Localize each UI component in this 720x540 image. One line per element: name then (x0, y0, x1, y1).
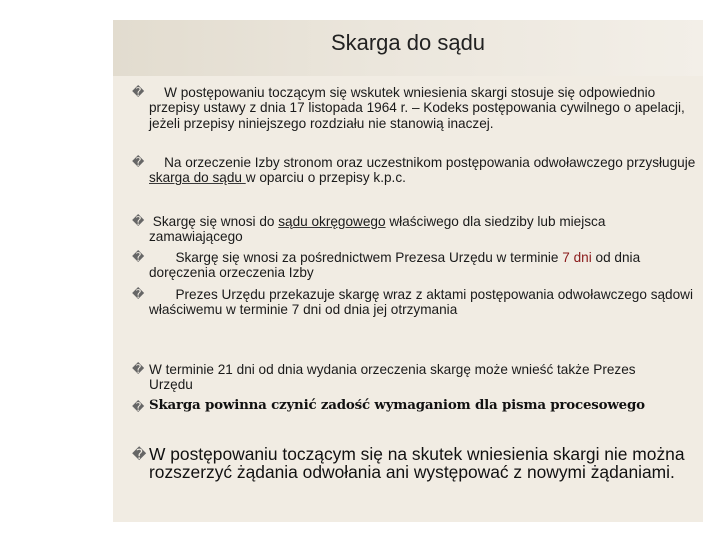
sad-okregowy-link[interactable]: sądu okręgowego (278, 214, 386, 229)
item-5-text: Prezes Urzędu przekazuje skargę wraz z aktami postępowania odwoławczego sądowi właściwemu w terminie 7 dni od dnia jej otrzymania (149, 287, 697, 318)
bullet-icon: � (132, 155, 145, 169)
item-1-text-a: W postępowaniu toczącym się wskutek wniesienia skargi stosuje się (149, 85, 579, 100)
bullet-icon: � (132, 362, 145, 376)
slide-title: Skarga do sądu (330, 30, 486, 55)
item-2-text-a: Na orzeczenie Izby stronom oraz uczestnikom postępowania odwoławczego przysługuje (149, 155, 700, 170)
item-2-text-b: w oparciu o przepisy k.p.c. (245, 170, 406, 186)
item-1-text-b: odpowiednio przepisy ustawy z dnia 17 listopada 1964 r. – Kodeks postępowania cywilnego o apelacji, jeżeli przepisy niniejszego rozdziału nie stanowią inaczej. (149, 85, 685, 131)
bullet-icon: � (132, 287, 145, 301)
list-item-8 (149, 445, 689, 481)
skarga-do-sadu-link[interactable]: skarga do sądu (149, 170, 246, 186)
item-4-text-b: od dnia doręczenia orzeczenia Izby (149, 250, 641, 281)
list-item-4 (149, 250, 697, 281)
item-7-text: Skarga powinna czynić zadość wymaganiom dla pisma procesowego (149, 397, 645, 413)
list-item-1 (149, 85, 697, 131)
item-3-text-a: Skargę się wnosi do (149, 214, 279, 229)
item-4-red-number: 7 (562, 250, 570, 265)
list-item-6 (149, 362, 669, 393)
list-item-2 (149, 155, 700, 186)
bullet-icon: � (132, 214, 145, 228)
item-4-red-dni: dni (573, 250, 592, 265)
bullet-icon: � (132, 250, 145, 264)
bullet-icon: � (132, 85, 145, 99)
list-item-7 (149, 398, 697, 413)
item-4-text-a: Skargę się wnosi za pośrednictwem Prezesa Urzędu w terminie (149, 250, 563, 265)
list-item-5 (149, 287, 697, 318)
item-8-text: W postępowaniu toczącym się na skutek wniesienia skargi nie można rozszerzyć żądania odwołania ani występować z nowymi żądaniami. (149, 444, 685, 482)
list-item-3 (149, 214, 697, 245)
item-3-text-b: właściwego dla siedziby lub miejsca zamawiającego (149, 214, 606, 245)
item-6-text: W terminie 21 dni od dnia wydania orzeczenia skargę może wnieść także Prezes Urzędu (149, 362, 636, 393)
bullet-icon: � (132, 400, 145, 414)
bullet-icon: � (132, 446, 147, 462)
